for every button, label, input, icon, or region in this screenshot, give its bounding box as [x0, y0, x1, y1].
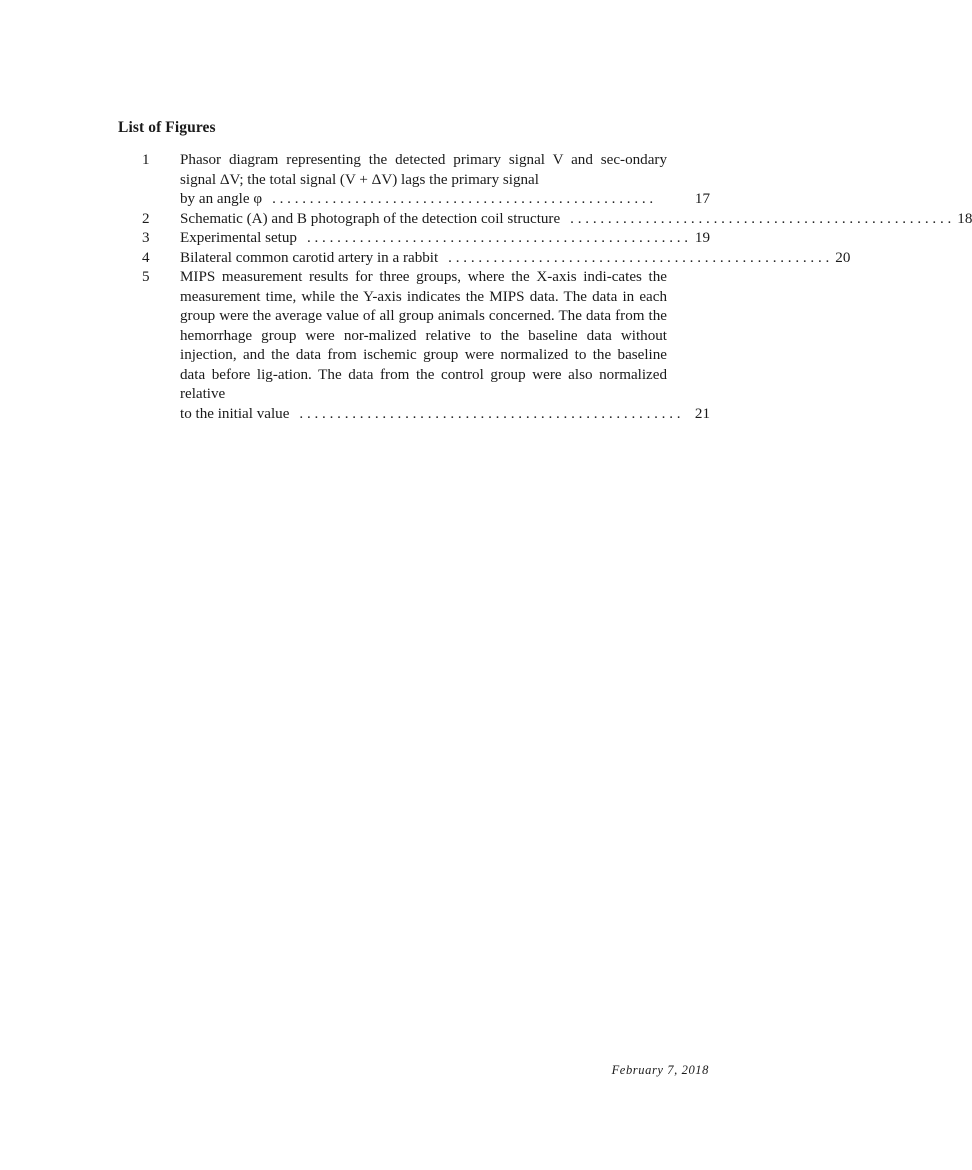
- figure-caption-last-line: by an angle φ: [180, 191, 263, 207]
- figure-caption-lines: Phasor diagram representing the detected primary signal V and sec-ondary signal ΔV; the total signal (V + ΔV) lags the primary signal: [180, 152, 667, 188]
- figure-number: 4: [142, 249, 150, 266]
- figure-entry-4[interactable]: [118, 249, 851, 269]
- page-number: 17: [694, 191, 710, 207]
- figure-caption-last-line: Bilateral common carotid artery in a rabbit: [180, 249, 439, 266]
- page-number: 21: [694, 405, 710, 422]
- figure-entry-2[interactable]: [118, 210, 972, 230]
- figure-number: 2: [142, 210, 150, 227]
- figure-caption-lines: MIPS measurement results for three groups, where the X-axis indi-cates the measurement time, while the Y-axis indicates the MIPS data. The data in each group were the average value of all group animals concerned. The data from the hemorrhage group were nor-malized relative to the baseline data without injection, and the data from ischemic group were normalized to the baseline data before lig-ation. The data from the control group were also normalized relative: [180, 269, 667, 402]
- figure-entry-1[interactable]: [118, 151, 710, 210]
- list-of-figures: [118, 151, 972, 424]
- figure-caption-last-line: to the initial value: [180, 405, 290, 422]
- page-number: 19: [694, 230, 710, 246]
- dot-leader: . . . . . . . . . . . . . . . . . . . . . . . . . . . . . . . . . . . . . . . . . . . . . . . . . . .: [570, 210, 952, 227]
- figure-entry-5[interactable]: [118, 268, 710, 424]
- footer-date: February 7, 2018: [611, 1063, 709, 1077]
- figure-number: 3: [142, 230, 150, 246]
- dot-leader: . . . . . . . . . . . . . . . . . . . . . . . . . . . . . . . . . . . . . . . . . . . . . . . . . . .: [306, 230, 689, 246]
- dot-leader: . . . . . . . . . . . . . . . . . . . . . . . . . . . . . . . . . . . . . . . . . . . . . . . . . . .: [448, 249, 830, 266]
- dot-leader: . . . . . . . . . . . . . . . . . . . . . . . . . . . . . . . . . . . . . . . . . . . . . . . . . . .: [272, 191, 654, 207]
- figure-number: 5: [142, 269, 150, 285]
- page-number: 18: [957, 210, 972, 227]
- figure-entry-3[interactable]: [118, 229, 710, 249]
- figure-caption-last-line: Experimental setup: [180, 230, 297, 246]
- figure-caption-last-line: Schematic (A) and B photograph of the detection coil structure: [180, 210, 561, 227]
- page-title: List of Figures: [118, 119, 216, 136]
- dot-leader: . . . . . . . . . . . . . . . . . . . . . . . . . . . . . . . . . . . . . . . . . . . . . . . . . . .: [299, 405, 681, 422]
- page-number: 20: [835, 249, 851, 266]
- figure-number: 1: [142, 152, 150, 168]
